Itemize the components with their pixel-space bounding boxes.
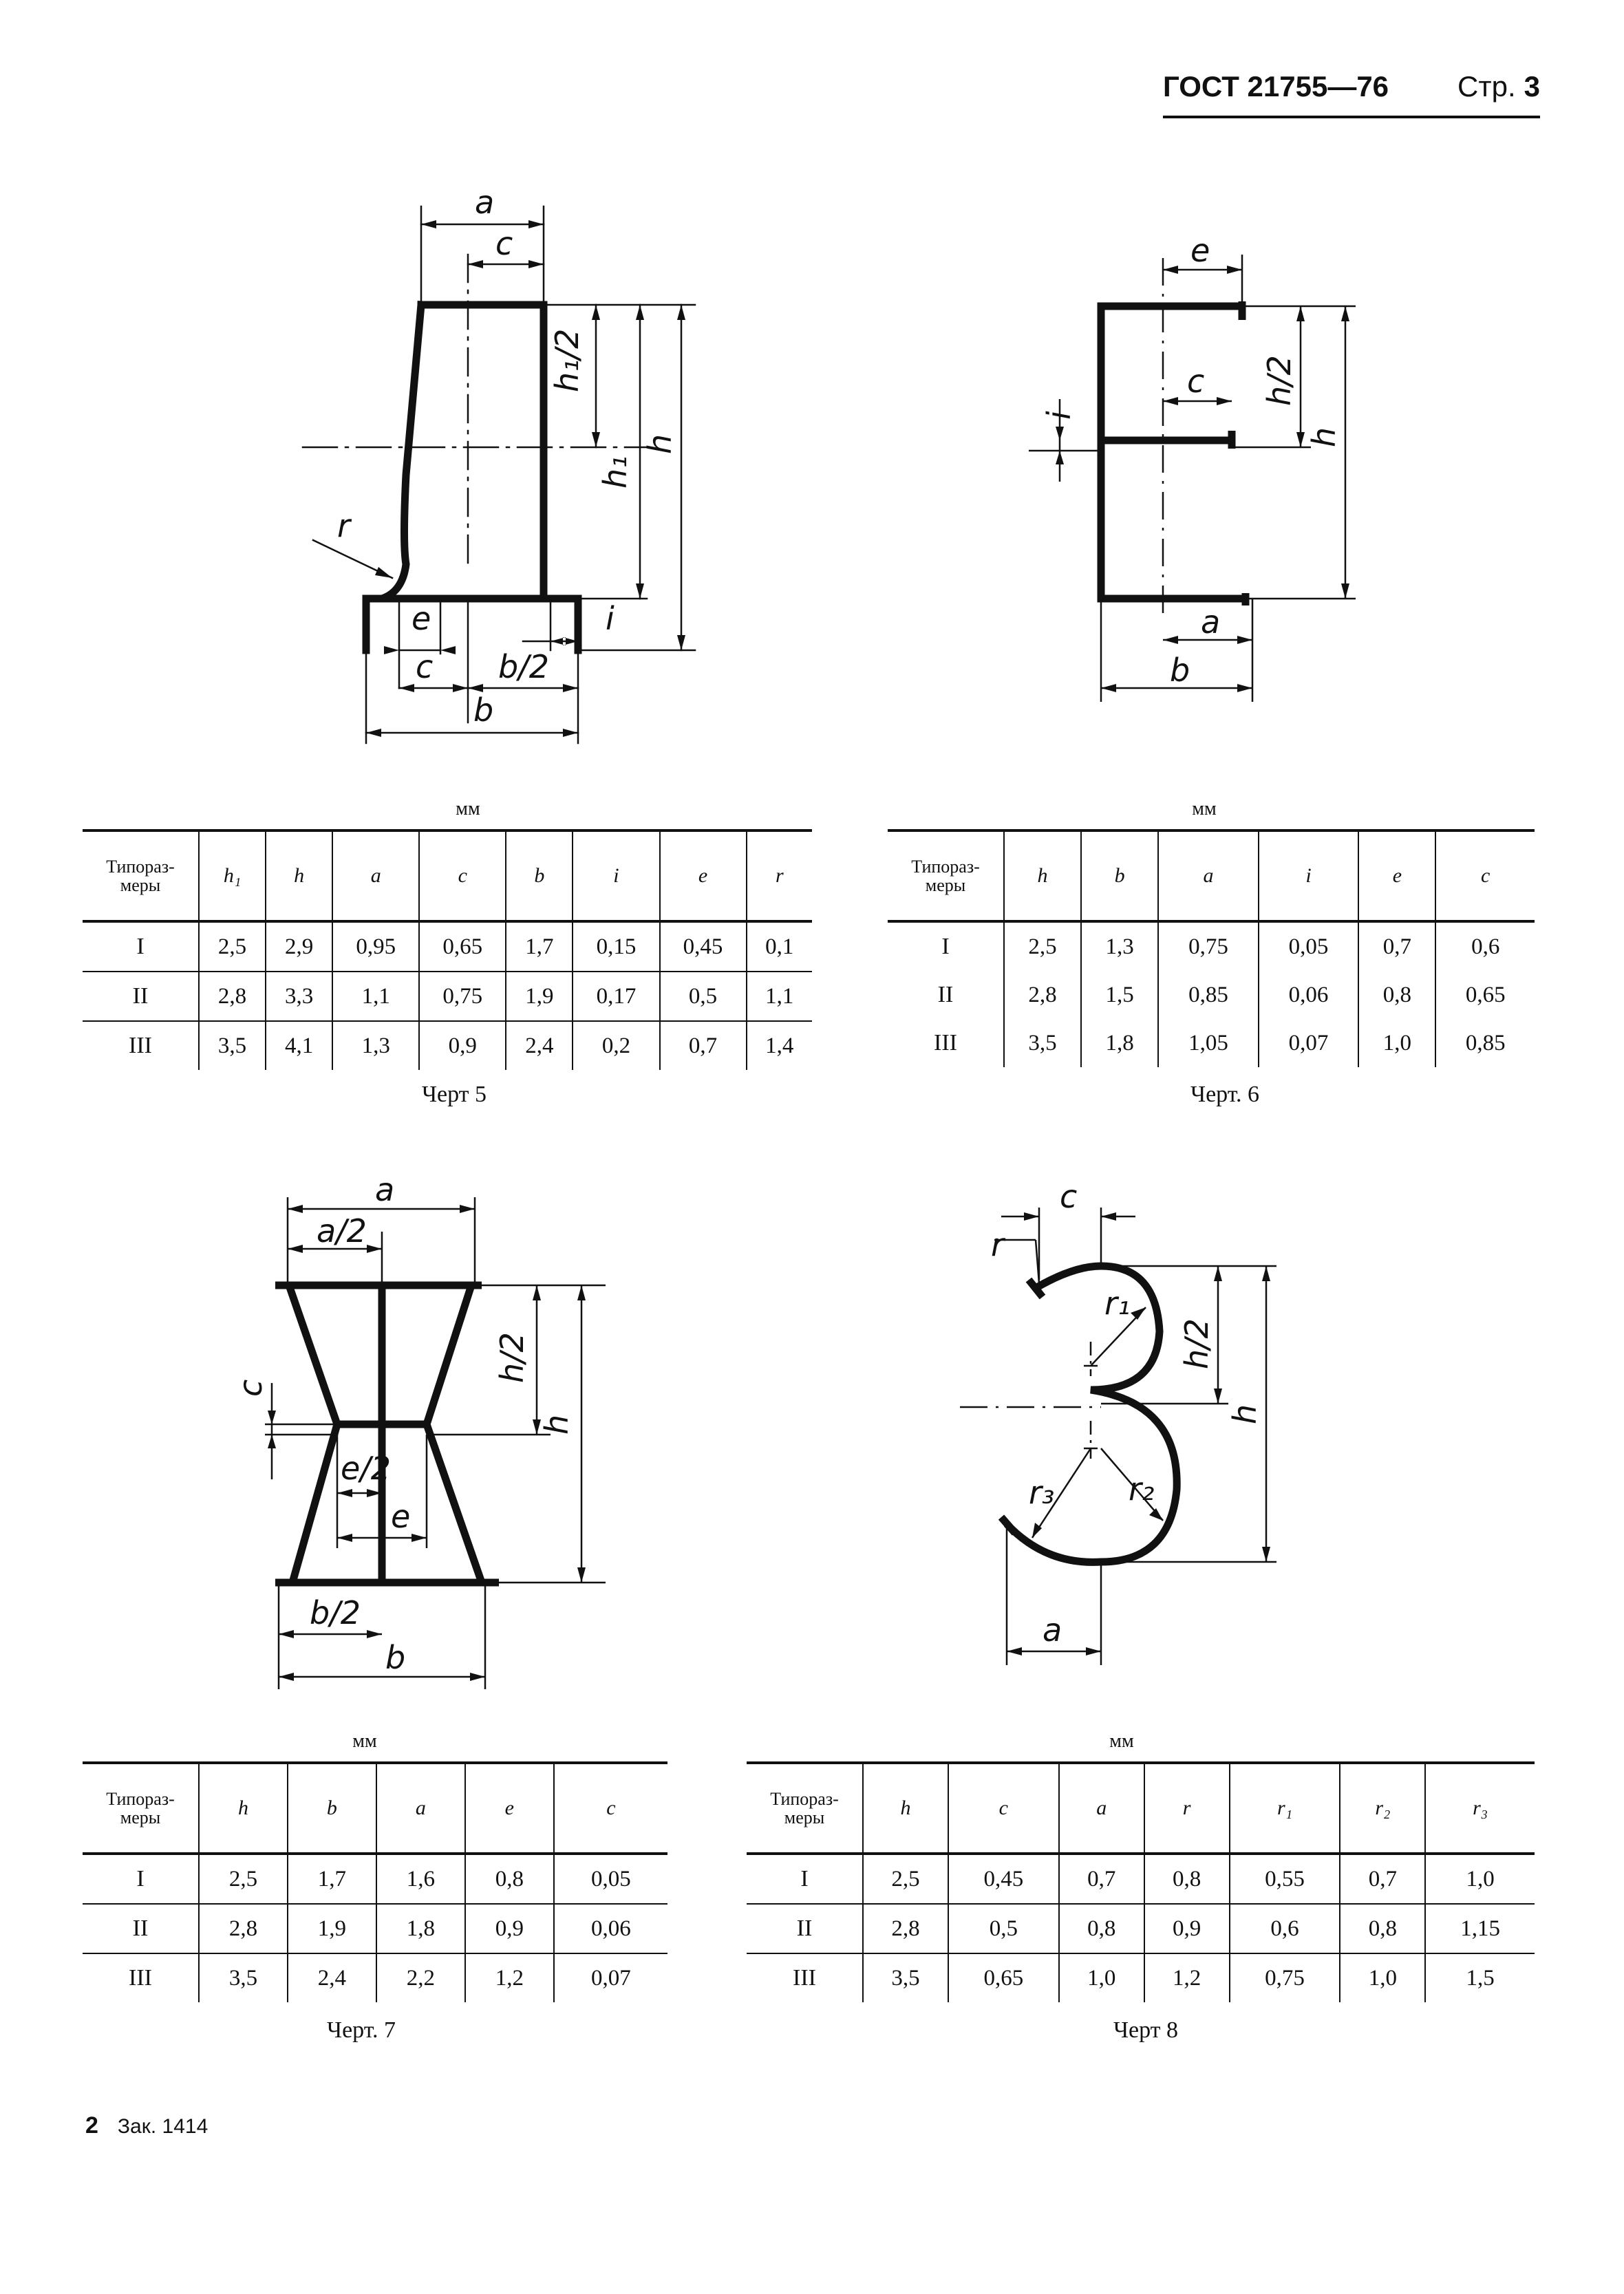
col-header-type: Типораз- меры: [888, 830, 1004, 921]
table-cell: 0,7: [660, 1021, 747, 1070]
table-cell: 3,5: [199, 1021, 266, 1070]
table-cell: II: [937, 982, 954, 1007]
col-header-e: e: [465, 1763, 554, 1854]
table-cell: 0,15: [573, 921, 659, 972]
table-cell: II: [83, 1904, 199, 1953]
col-header-e: e: [1358, 830, 1435, 921]
table-cell: II: [83, 972, 199, 1021]
fig7-label-b: b: [385, 1639, 406, 1676]
table-cell: 1,15: [1425, 1904, 1535, 1953]
fig8-label-h-half: h/2: [1178, 1318, 1215, 1369]
table-cell: 0,65: [419, 921, 506, 972]
table-cell: 1,7: [506, 921, 573, 972]
table-cell: 1,9: [288, 1904, 376, 1953]
fig6-label-e: e: [1190, 232, 1210, 269]
fig6-label-a: a: [1201, 603, 1221, 641]
col-header-c: c: [1435, 830, 1535, 921]
fig5-caption: Черт 5: [421, 1082, 487, 1107]
table-cell: I: [747, 1854, 863, 1904]
table-cell: 0,05: [1259, 921, 1359, 971]
table-header-row: [747, 1763, 1535, 1854]
col-header-b: b: [1081, 830, 1158, 921]
fig6-caption: Черт. 6: [1190, 1082, 1260, 1107]
fig8-table: [747, 1761, 1535, 2002]
table-cell: 4,1: [266, 1021, 332, 1070]
table-cell: 0,7: [1340, 1854, 1425, 1904]
table-cell: 0,1: [747, 921, 812, 972]
standard-number: ГОСТ 21755—76: [1163, 70, 1389, 103]
table-row: [747, 1953, 1535, 2002]
fig5-unit: мм: [456, 798, 480, 819]
table-cell: I: [83, 921, 199, 972]
table-cell: 3,5: [1004, 1019, 1081, 1067]
table-cell: 1,5: [1081, 971, 1158, 1019]
table-cell: 2,5: [1004, 921, 1081, 971]
fig6-label-b: b: [1170, 652, 1190, 689]
fig7-unit: мм: [352, 1730, 377, 1752]
table-cell: 0,85: [1435, 1019, 1535, 1067]
fig5-label-h1-half: h₁/2: [548, 328, 586, 392]
fig8-label-r1: r₁: [1104, 1285, 1131, 1322]
table-cell: 0,07: [1259, 1019, 1359, 1067]
table-cell: 0,45: [660, 921, 747, 972]
col-header-r2: r₂: [1340, 1763, 1425, 1854]
table-cell: 2,8: [199, 972, 266, 1021]
table-cell: 2,4: [506, 1021, 573, 1070]
table-cell: 1,1: [747, 972, 812, 1021]
table-cell: 0,2: [573, 1021, 659, 1070]
page-number: 3: [1524, 70, 1540, 103]
table-cell: 1,0: [1059, 1953, 1144, 2002]
table-cell: 2,5: [199, 1854, 288, 1904]
fig5-label-a: a: [475, 184, 495, 221]
table-cell: I: [83, 1854, 199, 1904]
table-cell: 0,05: [554, 1854, 667, 1904]
page-label: Стр.: [1457, 70, 1516, 103]
table-row: [83, 1854, 667, 1904]
table-cell: 2,8: [863, 1904, 948, 1953]
table-cell: 0,45: [948, 1854, 1059, 1904]
col-header-h: h: [266, 830, 332, 921]
col-header-h: h: [199, 1763, 288, 1854]
table-cell: 0,75: [1158, 921, 1259, 971]
table-cell: 2,5: [199, 921, 266, 972]
table-cell: 0,65: [948, 1953, 1059, 2002]
fig7-label-e-half: e/2: [341, 1450, 392, 1487]
col-header-r: r: [1144, 1763, 1230, 1854]
table-cell: 2,4: [288, 1953, 376, 2002]
table-cell: 1,5: [1425, 1953, 1535, 2002]
fig5-label-c2: c: [416, 648, 434, 685]
table-row: [747, 1904, 1535, 1953]
table-cell: 0,8: [1340, 1904, 1425, 1953]
fig5-label-e: e: [412, 600, 431, 637]
table-cell: 1,4: [747, 1021, 812, 1070]
col-header-c: c: [554, 1763, 667, 1854]
fig6-label-i: i: [1040, 411, 1078, 420]
fig8-label-h: h: [1226, 1404, 1263, 1424]
table-cell: 0,8: [1059, 1904, 1144, 1953]
col-header-b: b: [506, 830, 573, 921]
table-cell: 0,07: [554, 1953, 667, 2002]
table-cell: I: [941, 934, 950, 959]
fig6-label-h-half: h/2: [1261, 355, 1298, 406]
fig6-unit: мм: [1192, 798, 1217, 819]
col-header-a: a: [332, 830, 419, 921]
footer-page-number: 2: [85, 2112, 98, 2138]
table-cell: 0,9: [465, 1904, 554, 1953]
table-cell: 2,2: [376, 1953, 465, 2002]
order-number: Зак. 1414: [117, 2115, 209, 2138]
table-row: [747, 1854, 1535, 1904]
fig8-unit: мм: [1109, 1730, 1134, 1752]
table-cell: 1,1: [332, 972, 419, 1021]
fig7-label-e: e: [391, 1498, 411, 1535]
fig7-label-b-half: b/2: [310, 1594, 361, 1631]
fig8-label-r2: r₂: [1129, 1470, 1155, 1508]
table-cell: 0,7: [1358, 921, 1435, 971]
col-header-r3: r₃: [1425, 1763, 1535, 1854]
fig5-label-b: b: [473, 692, 494, 729]
table-cell: 0,6: [1230, 1904, 1340, 1953]
col-header-type: Типораз- меры: [83, 1763, 199, 1854]
table-cell: 0,9: [1144, 1904, 1230, 1953]
fig7-label-a-half: a/2: [317, 1212, 367, 1250]
table-cell: 0,75: [1230, 1953, 1340, 2002]
table-cell: 1,2: [465, 1953, 554, 2002]
table-cell: 0,8: [1358, 971, 1435, 1019]
table-cell: 1,9: [506, 972, 573, 1021]
table-cell: 0,8: [1144, 1854, 1230, 1904]
fig5-label-r: r: [337, 507, 350, 544]
col-header-h1: h₁: [199, 830, 266, 921]
fig5-label-h: h: [641, 433, 679, 454]
table-cell: III: [934, 1030, 957, 1055]
col-header-i: i: [573, 830, 659, 921]
table-cell: 0,5: [948, 1904, 1059, 1953]
table-cell: 2,8: [199, 1904, 288, 1953]
table-row: [83, 1904, 667, 1953]
col-header-type: Типораз- меры: [83, 830, 199, 921]
table-cell: 1,8: [376, 1904, 465, 1953]
table-cell: 0,8: [465, 1854, 554, 1904]
table-header-row: [83, 1763, 667, 1854]
table-cell: 3,5: [199, 1953, 288, 2002]
fig5-label-i: i: [606, 600, 615, 637]
fig7-caption: Черт. 7: [326, 2017, 396, 2043]
col-header-h: h: [863, 1763, 948, 1854]
table-cell: 1,3: [1081, 921, 1158, 971]
col-header-a: a: [1059, 1763, 1144, 1854]
table-cell: 2,5: [863, 1854, 948, 1904]
table-cell: 0,5: [660, 972, 747, 1021]
table-cell: 0,6: [1435, 921, 1535, 971]
table-cell: III: [129, 1033, 152, 1058]
fig6-label-c: c: [1187, 363, 1205, 400]
fig8-caption: Черт 8: [1113, 2017, 1179, 2043]
col-header-e: e: [660, 830, 747, 921]
fig7-table: [83, 1761, 667, 2002]
col-header-h: h: [1004, 830, 1081, 921]
table-cell: 1,0: [1358, 1019, 1435, 1067]
fig7-label-a: a: [375, 1171, 395, 1208]
col-header-a: a: [376, 1763, 465, 1854]
col-header-i: i: [1259, 830, 1359, 921]
fig7-label-h-half: h/2: [493, 1332, 531, 1383]
fig7-label-h: h: [538, 1414, 575, 1435]
fig6-label-h: h: [1305, 427, 1343, 447]
table-cell: 0,06: [554, 1904, 667, 1953]
table-cell: 0,7: [1059, 1854, 1144, 1904]
table-cell: 0,9: [419, 1021, 506, 1070]
table-cell: 1,0: [1340, 1953, 1425, 2002]
table-cell: 1,05: [1158, 1019, 1259, 1067]
table-cell: 1,8: [1081, 1019, 1158, 1067]
fig5-label-h1: h₁: [597, 455, 634, 489]
fig8-label-r3: r₃: [1029, 1474, 1055, 1511]
table-cell: 0,75: [419, 972, 506, 1021]
table-cell: 0,55: [1230, 1854, 1340, 1904]
table-row: [83, 1953, 667, 2002]
col-header-r: r: [747, 830, 812, 921]
table-cell: 3,5: [863, 1953, 948, 2002]
table-cell: 1,6: [376, 1854, 465, 1904]
table-cell: III: [129, 1965, 152, 1991]
fig5-label-b-half: b/2: [498, 648, 549, 685]
col-header-b: b: [288, 1763, 376, 1854]
table-cell: 2,9: [266, 921, 332, 972]
fig8-label-r: r: [991, 1226, 1004, 1263]
table-cell: 1,2: [1144, 1953, 1230, 2002]
col-header-c: c: [948, 1763, 1059, 1854]
table-cell: 0,17: [573, 972, 659, 1021]
table-cell: 0,95: [332, 921, 419, 972]
fig8-label-c: c: [1060, 1178, 1078, 1215]
table-cell: 3,3: [266, 972, 332, 1021]
table-cell: 0,65: [1435, 971, 1535, 1019]
table-cell: 0,85: [1158, 971, 1259, 1019]
col-header-c: c: [419, 830, 506, 921]
table-cell: 1,7: [288, 1854, 376, 1904]
fig8-label-a: a: [1043, 1611, 1062, 1649]
col-header-a: a: [1158, 830, 1259, 921]
table-cell: III: [793, 1965, 816, 1991]
col-header-type: Типораз- меры: [747, 1763, 863, 1854]
fig7-label-c: c: [232, 1379, 269, 1397]
table-cell: 1,3: [332, 1021, 419, 1070]
table-cell: 0,06: [1259, 971, 1359, 1019]
page-footer: [85, 2112, 208, 2139]
table-cell: II: [747, 1904, 863, 1953]
table-cell: 2,8: [1004, 971, 1081, 1019]
col-header-r1: r₁: [1230, 1763, 1340, 1854]
fig5-label-c: c: [495, 225, 513, 262]
table-cell: 1,0: [1425, 1854, 1535, 1904]
